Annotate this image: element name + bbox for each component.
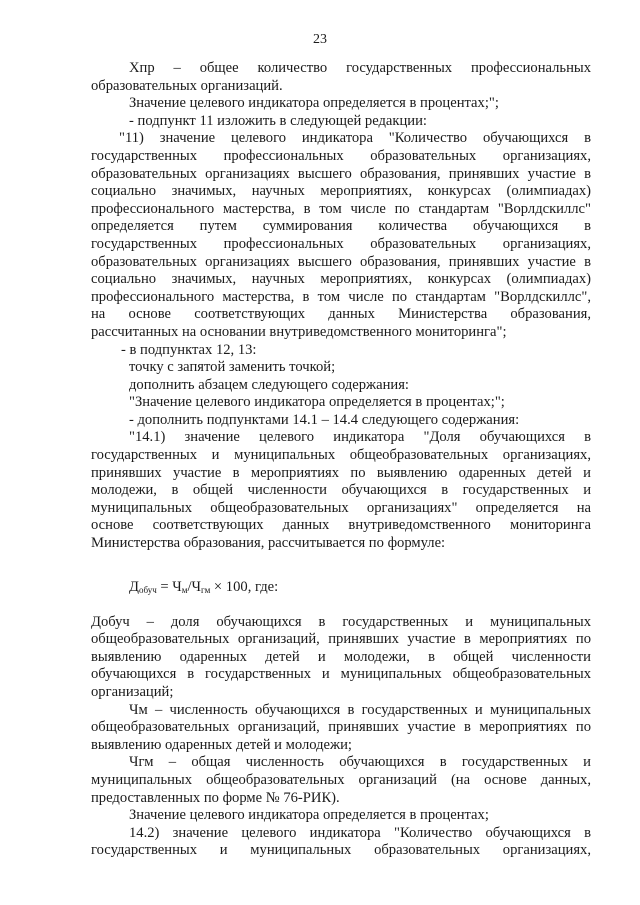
formula-d-sub: обуч [138, 584, 157, 595]
text-line: профессионального мастерства, в том числе по стандартам "Ворлдскиллс" [91, 200, 591, 217]
text-line: Министерства образования, рассчитывается по формуле: [91, 535, 446, 552]
text-line: образовательных организаций. [91, 77, 283, 94]
text-line: предоставленных по форме № 76-РИК). [91, 789, 340, 806]
text-line: организаций; [91, 684, 174, 700]
text-block-2 [91, 614, 591, 860]
text-line: основе соответствующих данных внутриведомственного мониторинга [91, 517, 591, 534]
text-line: обучающихся в государственных и муниципальных общеобразовательных [91, 666, 591, 683]
text-line: государственных и муниципальных образовательных организациях, [91, 842, 591, 859]
text-line: - подпункт 11 изложить в следующей редакции: [129, 112, 427, 129]
formula-chm-sub: м [181, 584, 188, 595]
formula-tail: × 100, где: [210, 578, 279, 595]
text-line: Xпр – общее количество государственных профессиональных [129, 60, 591, 76]
text-line: Чгм – общая численность обучающихся в государственных и [129, 754, 591, 771]
spacer [91, 598, 591, 614]
formula-d: Д [129, 578, 139, 595]
text-line: выявлению одаренных детей и молодежи, в общей численности [91, 648, 591, 665]
spacer [91, 553, 591, 576]
text-line: определяется путем суммирования количества обучающихся в [91, 218, 591, 235]
text-line: 14.2) значение целевого индикатора "Количество обучающихся в [129, 824, 591, 841]
text-line: общеобразовательных организаций, принявших участие в мероприятиях по [91, 719, 591, 736]
document-body [91, 60, 591, 860]
formula-eq: = Ч [156, 578, 182, 595]
text-line: "11) значение целевого индикатора "Количество обучающихся в [119, 130, 591, 147]
text-line: профессионального мастерства, в том числе по стандартам "Ворлдскиллс", [91, 288, 591, 305]
text-line: Чм – численность обучающихся в государственных и муниципальных [129, 701, 591, 718]
text-line: государственных и муниципальных общеобразовательных организациях, [91, 447, 591, 464]
text-line: "Значение целевого индикатора определяется в процентах;"; [129, 394, 505, 411]
formula-chgm-sub: гм [201, 584, 211, 595]
text-block-1 [91, 60, 591, 553]
text-line: на основе соответствующих данных Министерства образования, [91, 306, 591, 323]
text-line: муниципальных общеобразовательных организаций (на основе данных, [91, 771, 591, 788]
text-line: Значение целевого индикатора определяется в процентах;"; [129, 95, 499, 112]
text-line: - дополнить подпунктами 14.1 – 14.4 следующего содержания: [129, 411, 520, 428]
text-line: дополнить абзацем следующего содержания: [129, 376, 409, 393]
text-line: молодежи, в общей численности обучающихся в государственных и [91, 482, 591, 499]
formula-slash: /Ч [187, 578, 201, 595]
text-line: социально значимых, научных мероприятиях, конкурсах (олимпиадах) [91, 183, 591, 200]
text-line: Значение целевого индикатора определяется в процентах; [129, 807, 489, 824]
text-line: Добуч – доля обучающихся в государственных и муниципальных [91, 613, 591, 630]
text-line: образовательных организациях высшего образования, принявших участие в [91, 165, 591, 182]
text-line: рассчитанных на основании внутриведомственного мониторинга"; [91, 323, 507, 340]
text-line: принявших участие в мероприятиях по выявлению одаренных детей и [91, 464, 591, 481]
text-line: общеобразовательных организаций, принявших участие в мероприятиях по [91, 631, 591, 648]
page-number: 23 [313, 32, 327, 47]
text-line: государственных профессиональных образовательных организациях, [91, 235, 591, 252]
text-line: государственных профессиональных образовательных организациях, [91, 147, 591, 164]
formula-line [91, 576, 591, 598]
text-line: выявлению одаренных детей и молодежи; [91, 736, 352, 753]
text-line: социально значимых, научных мероприятиях, конкурсах (олимпиадах) [91, 271, 591, 288]
text-line: муниципальных общеобразовательных организациях" определяется на [91, 499, 591, 516]
text-line: точку с запятой заменить точкой; [129, 359, 336, 376]
text-line: "14.1) значение целевого индикатора "Доля обучающихся в [129, 429, 591, 446]
text-line: образовательных организациях высшего образования, принявших участие в [91, 253, 591, 270]
text-line: - в подпунктах 12, 13: [121, 341, 257, 358]
